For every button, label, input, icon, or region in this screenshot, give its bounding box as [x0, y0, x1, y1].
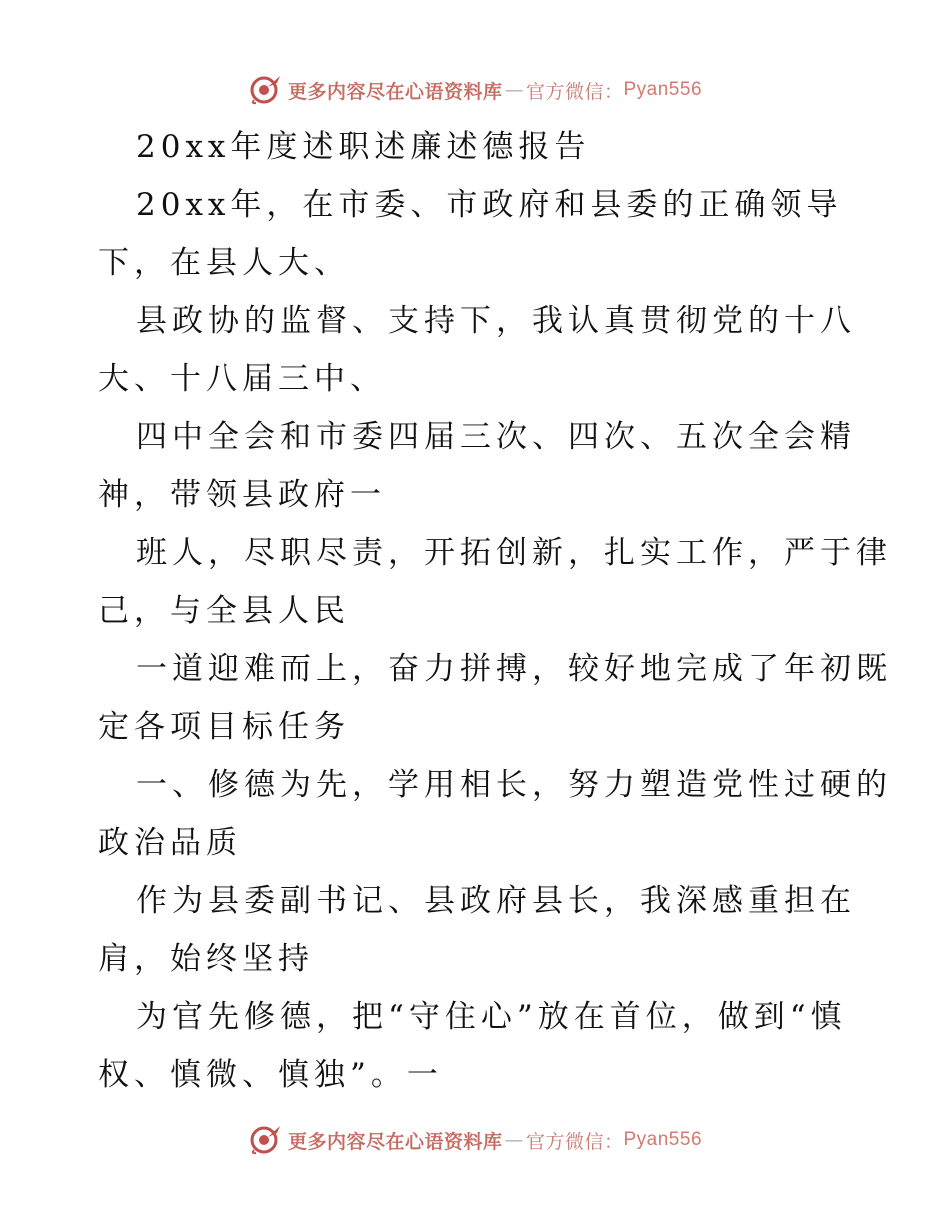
text-line: 县政协的监督、支持下，我认真贯彻党的十八 — [136, 303, 856, 339]
watermark-separator: — — [504, 79, 524, 101]
watermark-account: Pyan556 — [623, 79, 703, 100]
footer-watermark — [0, 1120, 950, 1160]
text-line: 一、修德为先，学用相长，努力塑造党性过硬的 — [136, 767, 892, 803]
watermark-separator: — — [504, 1129, 524, 1151]
text-line: 20xx年，在市委、市政府和县委的正确领导 — [136, 187, 843, 223]
watermark-label: 官方微信： — [525, 1130, 624, 1153]
watermark-brand: 更多内容尽在心语资料库 — [287, 80, 503, 103]
text-line: 神，带领县政府一 — [98, 477, 386, 513]
text-line: 为官先修德，把“守住心”放在首位，做到“慎 — [136, 999, 847, 1035]
text-line: 肩，始终坚持 — [98, 941, 314, 977]
pen-logo-icon — [248, 1123, 282, 1157]
watermark-account: Pyan556 — [623, 1129, 703, 1150]
header-watermark — [0, 70, 950, 110]
text-line: 20xx年度述职述廉述德报告 — [136, 129, 591, 165]
text-line: 班人，尽职尽责，开拓创新，扎实工作，严于律 — [136, 535, 892, 571]
text-line: 己，与全县人民 — [98, 593, 350, 629]
text-line: 作为县委副书记、县政府县长，我深感重担在 — [136, 883, 856, 919]
text-line: 下，在县人大、 — [98, 245, 350, 281]
text-line: 权、慎微、慎独”。一 — [98, 1057, 443, 1093]
watermark-brand: 更多内容尽在心语资料库 — [287, 1130, 503, 1153]
text-line: 四中全会和市委四届三次、四次、五次全会精 — [136, 419, 856, 455]
text-line: 定各项目标任务 — [98, 709, 350, 745]
text-line: 大、十八届三中、 — [98, 361, 386, 397]
document-body — [98, 118, 892, 1104]
watermark-label: 官方微信： — [525, 80, 624, 103]
text-line: 政治品质 — [98, 825, 242, 861]
text-line: 一道迎难而上，奋力拼搏，较好地完成了年初既 — [136, 651, 892, 687]
pen-logo-icon — [248, 73, 282, 107]
